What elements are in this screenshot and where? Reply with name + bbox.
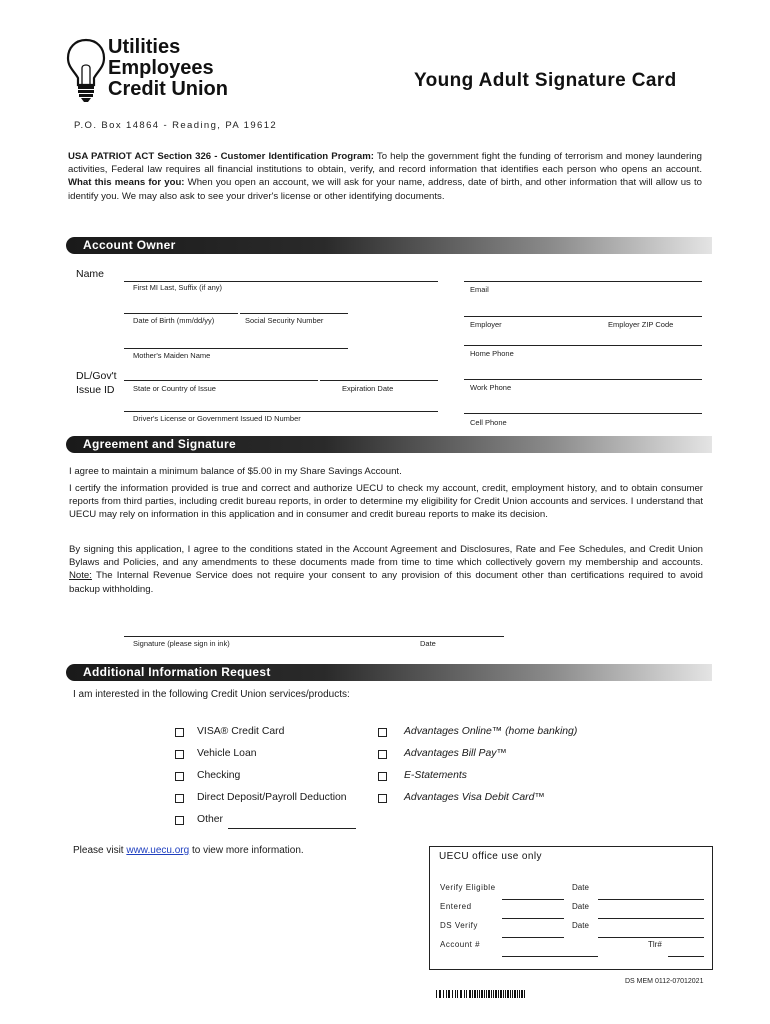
option-label: Advantages Bill Pay™ (404, 748, 507, 759)
ssn-label: Social Security Number (245, 316, 324, 325)
option-label: E-Statements (404, 770, 467, 781)
email-input-line[interactable] (464, 281, 702, 282)
page-title: Young Adult Signature Card (414, 70, 677, 91)
account-number-label: Account # (440, 940, 481, 949)
checkbox[interactable] (175, 816, 184, 825)
option-label: Other (197, 814, 223, 825)
entered-date-input-line[interactable] (598, 918, 704, 919)
email-label: Email (470, 285, 489, 294)
section-header-account-owner (66, 237, 712, 254)
signature-date-label: Date (420, 639, 436, 648)
additional-intro: I am interested in the following Credit Union services/products: (73, 689, 350, 700)
org-name-line2: Employees (108, 57, 214, 79)
maiden-name-input-line[interactable] (124, 348, 348, 349)
expiration-input-line[interactable] (320, 380, 438, 381)
work-phone-label: Work Phone (470, 383, 512, 392)
option-label: Advantages Visa Debit Card™ (404, 792, 545, 803)
org-address: P.O. Box 14864 - Reading, PA 19612 (74, 120, 278, 131)
note-label: Note: (69, 570, 92, 582)
option-label: VISA® Credit Card (197, 726, 285, 737)
verify-date-input-line[interactable] (598, 899, 704, 900)
patriot-act-emphasis: What this means for you: (68, 177, 185, 189)
employer-input-line[interactable] (464, 316, 702, 317)
entered-input-line[interactable] (502, 918, 564, 919)
org-name-line3: Credit Union (108, 78, 228, 100)
patriot-act-heading: USA PATRIOT ACT Section 326 - Customer Identification Program: (68, 151, 374, 162)
signature-label: Signature (please sign in ink) (133, 639, 230, 648)
employer-zip-label: Employer ZIP Code (608, 320, 674, 329)
expiration-label: Expiration Date (342, 384, 394, 393)
name-label: Name (76, 268, 105, 280)
ds-verify-input-line[interactable] (502, 937, 564, 938)
agreement-conditions: By signing this application, I agree to the conditions stated in the Account Agreement and Disclosures, Rate and Fee Schedules, and Credit Union Bylaws and Policies, and any amendments to these documents made from time to time which collectively govern my membership and accounts. Note: The Internal Revenue Service does not require your consent to any provision of this document other than certifications required to avoid backup withholding. (69, 544, 703, 595)
dl-gov-label: DL/Gov't Issue ID (76, 370, 117, 396)
office-use-box (429, 846, 713, 970)
section-title: Account Owner (83, 238, 176, 252)
option-label: Vehicle Loan (197, 748, 257, 759)
website-link[interactable]: www.uecu.org (126, 845, 190, 856)
option-label: Direct Deposit/Payroll Deduction (197, 792, 347, 803)
checkbox[interactable] (378, 750, 387, 759)
option-label: Checking (197, 770, 241, 781)
state-label: State or Country of Issue (133, 384, 216, 393)
checkbox[interactable] (378, 794, 387, 803)
barcode-icon (436, 990, 526, 998)
section-title: Agreement and Signature (83, 437, 236, 451)
dob-label: Date of Birth (mm/dd/yy) (133, 316, 215, 325)
first-mi-last-label: First MI Last, Suffix (if any) (133, 283, 223, 292)
date-label: Date (572, 902, 589, 911)
cell-phone-input-line[interactable] (464, 413, 702, 414)
tlr-label: Tlr# (648, 940, 662, 949)
checkbox[interactable] (175, 728, 184, 737)
patriot-act-notice (68, 150, 702, 203)
maiden-name-label: Mother's Maiden Name (133, 351, 211, 360)
cell-phone-label: Cell Phone (470, 418, 507, 427)
verify-eligible-input-line[interactable] (502, 899, 564, 900)
entered-label: Entered (440, 902, 472, 911)
patriot-act-text: To help the government fight the funding of terrorism and money laundering activities, Federal law requires all financial institutions to obtain, verify, and record information that identifies each person who opens an account. (68, 151, 702, 176)
office-use-heading: UECU office use only (439, 851, 542, 862)
verify-eligible-label: Verify Eligible (440, 883, 496, 892)
checkbox[interactable] (175, 750, 184, 759)
ssn-input-line[interactable] (240, 313, 348, 314)
ds-verify-date-input-line[interactable] (598, 937, 704, 938)
dl-number-label: Driver's License or Government Issued ID Number (133, 414, 301, 423)
section-header-additional-info (66, 664, 712, 681)
date-label: Date (572, 921, 589, 930)
form-code: DS MEM 0112-07012021 (625, 978, 704, 985)
option-label: Advantages Online™ (home banking) (404, 726, 578, 737)
tlr-input-line[interactable] (668, 956, 704, 957)
agreement-certify: I certify the information provided is true and correct and authorize UECU to check my account, credit, employment history, and to obtain consumer reports from third parties, including credit bureau reports, in order to determine my eligibility for Credit Union accounts and services. I understand that UECU may rely on information in this application and in consumer and credit bureau reports to make its decision. (69, 483, 703, 521)
agreement-minimum-balance: I agree to maintain a minimum balance of $5.00 in my Share Savings Account. (69, 466, 402, 477)
org-name-line1: Utilities (108, 36, 181, 58)
employer-label: Employer (470, 320, 502, 329)
state-input-line[interactable] (124, 380, 318, 381)
section-title: Additional Information Request (83, 665, 271, 679)
work-phone-input-line[interactable] (464, 379, 702, 380)
home-phone-input-line[interactable] (464, 345, 702, 346)
name-input-line[interactable] (124, 281, 438, 282)
visit-website-text: Please visit www.uecu.org to view more information. (73, 845, 304, 856)
dl-number-input-line[interactable] (124, 411, 438, 412)
ds-verify-label: DS Verify (440, 921, 478, 930)
account-number-input-line[interactable] (502, 956, 598, 957)
signature-input-line[interactable] (124, 636, 504, 637)
home-phone-label: Home Phone (470, 349, 514, 358)
lightbulb-icon (66, 38, 106, 104)
date-label: Date (572, 883, 589, 892)
logo (66, 38, 241, 108)
checkbox[interactable] (175, 772, 184, 781)
dob-input-line[interactable] (124, 313, 238, 314)
checkbox[interactable] (378, 772, 387, 781)
patriot-act-text-2: When you open an account, we will ask for your name, address, date of birth, and other information that will allow us to identify you. We may also ask to see your driver's license or other identifying documents. (68, 177, 702, 202)
checkbox[interactable] (175, 794, 184, 803)
checkbox[interactable] (378, 728, 387, 737)
section-header-agreement (66, 436, 712, 453)
other-input-line[interactable] (228, 828, 356, 829)
